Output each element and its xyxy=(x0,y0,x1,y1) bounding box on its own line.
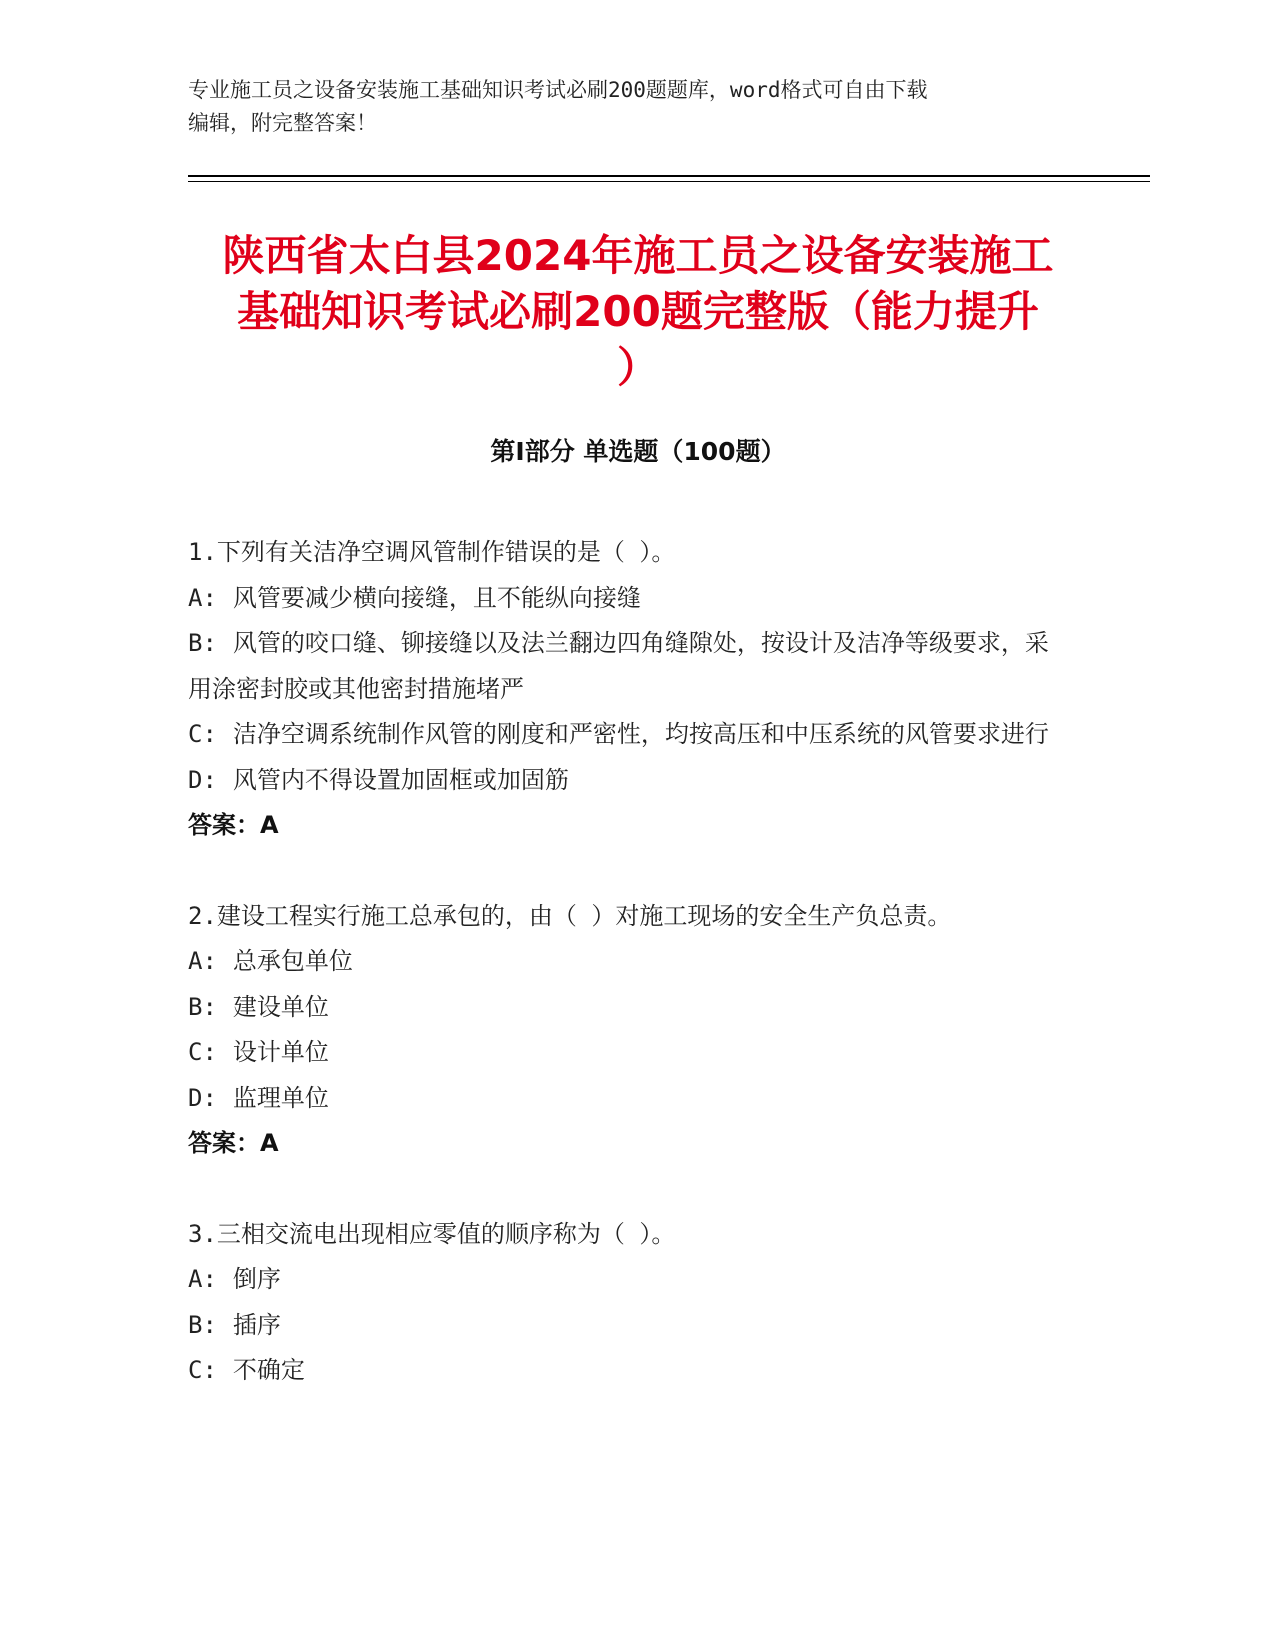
option-key: B: xyxy=(188,1310,217,1339)
header-note-line2: 编辑，附完整答案！ xyxy=(188,111,377,135)
option-text: 插序 xyxy=(232,1310,281,1339)
answer-line: 答案：A xyxy=(188,1129,279,1157)
question-2 xyxy=(188,894,1068,1167)
option-key: D: xyxy=(188,765,217,794)
option-text: 总承包单位 xyxy=(232,947,353,975)
option-key: C: xyxy=(188,1038,217,1066)
option-text: 倒序 xyxy=(232,1265,281,1293)
title-line1: 陕西省太白县2024年施工员之设备安装施工 xyxy=(222,231,1054,280)
header-note-line1: 专业施工员之设备安装施工基础知识考试必刷200题题库，word格式可自由下载 xyxy=(188,78,928,102)
option-a xyxy=(188,576,1068,622)
question-3 xyxy=(188,1212,1068,1394)
option-b xyxy=(188,621,1068,712)
option-text: 风管的咬口缝、铆接缝以及法兰翻边四角缝隙处，按设计及洁净等级要求，采用涂密封胶或其他密封措施堵严 xyxy=(188,629,1049,703)
option-key: D: xyxy=(188,1083,217,1112)
header-note xyxy=(188,74,1088,140)
question-stem: 3.三相交流电出现相应零值的顺序称为（ ）。 xyxy=(188,1219,676,1248)
option-d xyxy=(188,1076,1068,1122)
option-text: 监理单位 xyxy=(232,1083,329,1112)
question-list xyxy=(188,530,1068,1439)
option-key: C: xyxy=(188,1356,217,1384)
document-title xyxy=(188,228,1088,396)
header-divider-thin xyxy=(188,181,1150,182)
option-a xyxy=(188,1257,1068,1303)
option-text: 设计单位 xyxy=(232,1038,329,1066)
option-c xyxy=(188,1030,1068,1076)
option-key: A: xyxy=(188,947,217,975)
option-key: A: xyxy=(188,583,217,612)
option-b xyxy=(188,1303,1068,1349)
option-key: C: xyxy=(188,720,217,748)
section-heading: 第Ⅰ部分 单选题（100题） xyxy=(490,437,786,466)
option-c xyxy=(188,712,1068,758)
option-text: 建设单位 xyxy=(232,992,329,1021)
option-c xyxy=(188,1348,1068,1394)
option-d xyxy=(188,758,1068,804)
option-text: 不确定 xyxy=(232,1356,305,1384)
option-a xyxy=(188,939,1068,985)
question-stem: 2.建设工程实行施工总承包的，由（ ）对施工现场的安全生产负总责。 xyxy=(188,901,952,930)
option-text: 风管要减少横向接缝，且不能纵向接缝 xyxy=(232,583,641,612)
option-key: B: xyxy=(188,992,217,1021)
question-1 xyxy=(188,530,1068,849)
option-text: 风管内不得设置加固框或加固筋 xyxy=(232,765,569,794)
title-line3: ） xyxy=(616,343,659,392)
title-line2: 基础知识考试必刷200题完整版（能力提升 xyxy=(237,287,1039,336)
option-key: A: xyxy=(188,1265,217,1293)
option-key: B: xyxy=(188,629,217,657)
question-stem: 1.下列有关洁净空调风管制作错误的是（ ）。 xyxy=(188,538,676,566)
header-divider-thick xyxy=(188,175,1150,177)
option-b xyxy=(188,985,1068,1031)
answer-line: 答案：A xyxy=(188,811,279,839)
option-text: 洁净空调系统制作风管的刚度和严密性，均按高压和中压系统的风管要求进行 xyxy=(232,720,1049,748)
